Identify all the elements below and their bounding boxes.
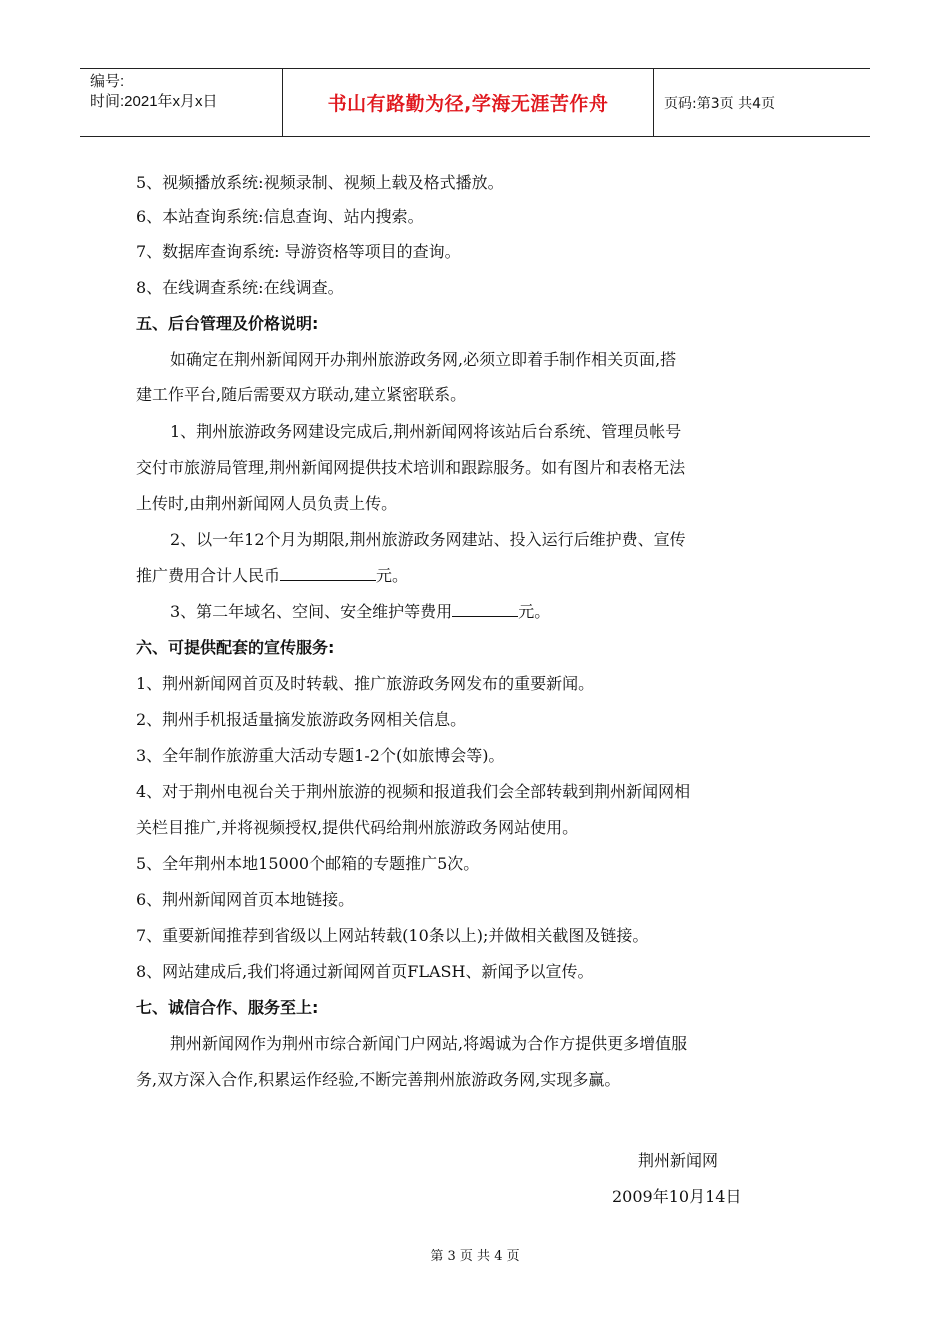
fee-unit: 元。 [518, 602, 551, 621]
price-blank [280, 566, 376, 581]
list-item: 4、对于荆州电视台关于荆州旅游的视频和报道我们会全部转载到荆州新闻网相 [136, 782, 691, 801]
list-item: 2、荆州手机报适量摘发旅游政务网相关信息。 [136, 710, 467, 729]
header-meta [80, 69, 282, 136]
list-item: 5、视频播放系统:视频录制、视频上载及格式播放。 [136, 173, 504, 192]
paragraph-line: 上传时,由荆州新闻网人员负责上传。 [136, 494, 398, 513]
paragraph-line: 交付市旅游局管理,荆州新闻网提供技术培训和跟踪服务。如有图片和表格无法 [136, 458, 686, 477]
paragraph-line: 如确定在荆州新闻网开办荆州旅游政务网,必须立即着手制作相关页面,搭 [170, 350, 677, 369]
paragraph-line: 荆州新闻网作为荆州市综合新闻门户网站,将竭诚为合作方提供更多增值服 [170, 1034, 688, 1053]
paragraph-line: 1、荆州旅游政务网建设完成后,荆州新闻网将该站后台系统、管理员帐号 [170, 422, 682, 441]
paragraph-line: 建工作平台,随后需要双方联动,建立紧密联系。 [136, 385, 467, 404]
header-motto: 书山有路勤为径,学海无涯苦作舟 [282, 69, 654, 136]
list-item: 7、重要新闻推荐到省级以上网站转载(10条以上);并做相关截图及链接。 [136, 926, 649, 945]
list-item: 关栏目推广,并将视频授权,提供代码给荆州旅游政务网站使用。 [136, 818, 579, 837]
paragraph-line [170, 601, 550, 623]
paragraph-line: 2、以一年12个月为期限,荆州旅游政务网建站、投入运行后维护费、宣传 [170, 530, 686, 549]
list-item: 6、荆州新闻网首页本地链接。 [136, 890, 355, 909]
page-footer: 第 3 页 共 4 页 [430, 1249, 520, 1264]
list-item: 3、全年制作旅游重大活动专题1-2个(如旅博会等)。 [136, 746, 505, 765]
section-heading-7: 七、诚信合作、服务至上: [136, 998, 319, 1017]
signature-org: 荆州新闻网 [638, 1151, 719, 1170]
list-item: 7、数据库查询系统: 导游资格等项目的查询。 [136, 242, 461, 261]
list-item: 8、在线调查系统:在线调查。 [136, 278, 344, 297]
list-item: 5、全年荆州本地15000个邮箱的专题推广5次。 [136, 854, 480, 873]
list-item: 1、荆州新闻网首页及时转载、推广旅游政务网发布的重要新闻。 [136, 674, 595, 693]
doc-number: 编号: [90, 73, 125, 90]
section-heading-5: 五、后台管理及价格说明: [136, 314, 319, 333]
list-item: 6、本站查询系统:信息查询、站内搜索。 [136, 207, 424, 226]
list-item: 8、网站建成后,我们将通过新闻网首页FLASH、新闻予以宣传。 [136, 962, 594, 981]
price-text: 推广费用合计人民币 [136, 566, 281, 585]
fee-text: 3、第二年域名、空间、安全维护等费用 [170, 602, 453, 621]
paragraph-line [136, 565, 408, 587]
signature-date: 2009年10月14日 [612, 1187, 742, 1206]
header-page-info: 页码:第3页 共4页 [664, 95, 775, 112]
fee-blank [452, 602, 518, 617]
price-unit: 元。 [376, 566, 409, 585]
paragraph-line: 务,双方深入合作,积累运作经验,不断完善荆州旅游政务网,实现多赢。 [136, 1070, 621, 1089]
section-heading-6: 六、可提供配套的宣传服务: [136, 638, 335, 657]
doc-time: 时间:2021年x月x日 [90, 93, 218, 110]
header-table [80, 68, 870, 137]
